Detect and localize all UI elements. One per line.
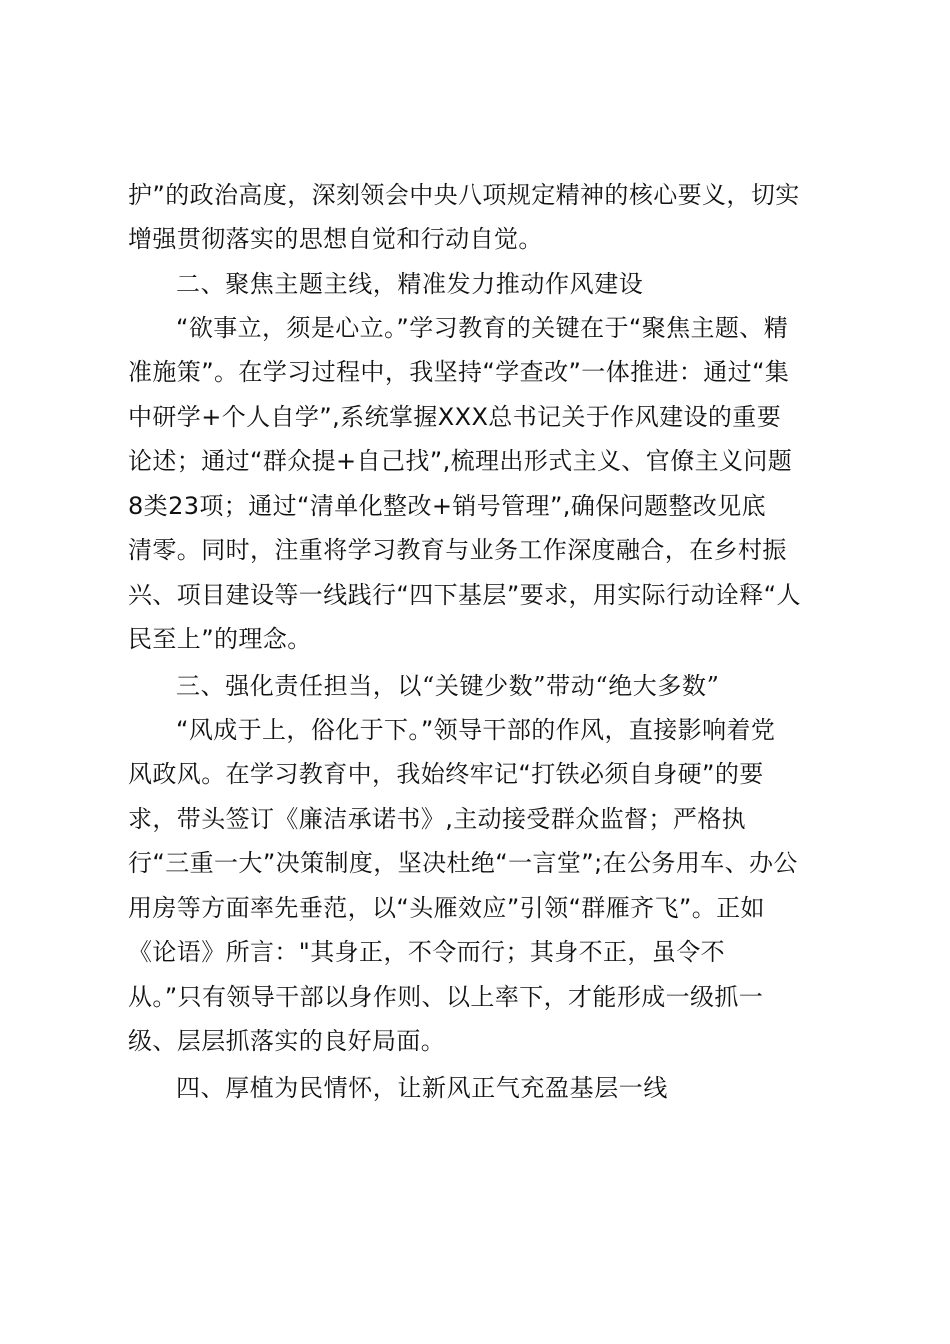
paragraph-line: “欲事立，须是心立。”学习教育的关键在于“聚焦主题、精 xyxy=(176,314,789,342)
paragraph-line: 8类23项；通过“清单化整改+销号管理”,确保问题整改见底 xyxy=(128,492,767,520)
paragraph-line: 求，带头签订《廉洁承诺书》,主动接受群众监督；严格执 xyxy=(128,805,747,833)
paragraph-line: 从。”只有领导干部以身作则、以上率下，才能形成一级抓一 xyxy=(128,983,764,1011)
paragraph-line: 中研学+个人自学”,系统掌握XXX总书记关于作风建设的重要 xyxy=(128,403,782,431)
paragraph-line: 论述；通过“群众提+自己找”,梳理出形式主义、官僚主义问题 xyxy=(128,447,793,475)
paragraph-line: 用房等方面率先垂范，以“头雁效应”引领“群雁齐飞”。正如 xyxy=(128,894,765,922)
paragraph-line: 行“三重一大”决策制度，坚决杜绝“一言堂”;在公务用车、办公 xyxy=(128,849,798,877)
paragraph-line: 级、层层抓落实的良好局面。 xyxy=(128,1027,446,1055)
paragraph-line: “风成于上，俗化于下。”领导干部的作风，直接影响着党 xyxy=(176,716,776,744)
paragraph-line: 增强贯彻落实的思想自觉和行动自觉。 xyxy=(128,225,543,253)
section-heading-2: 二、聚焦主题主线，精准发力推动作风建设 xyxy=(176,270,644,298)
paragraph-line: 民至上”的理念。 xyxy=(128,625,312,653)
paragraph-line: 兴、项目建设等一线践行“四下基层”要求，用实际行动诠释“人 xyxy=(128,581,801,609)
section-heading-4: 四、厚植为民情怀，让新风正气充盈基层一线 xyxy=(176,1074,668,1102)
paragraph-line: 清零。同时，注重将学习教育与业务工作深度融合，在乡村振 xyxy=(128,536,787,564)
paragraph-line: 护”的政治高度，深刻领会中央八项规定精神的核心要义，切实 xyxy=(128,181,800,209)
paragraph-line: 风政风。在学习教育中，我始终牢记“打铁必须自身硬”的要 xyxy=(128,760,764,788)
paragraph-line: 准施策”。在学习过程中，我坚持“学查改”一体推进：通过“集 xyxy=(128,358,790,386)
section-heading-3: 三、强化责任担当，以“关键少数”带动“绝大多数” xyxy=(176,672,720,700)
paragraph-line: 《论语》所言："其身正，不令而行；其身不正，虽令不 xyxy=(128,938,726,966)
